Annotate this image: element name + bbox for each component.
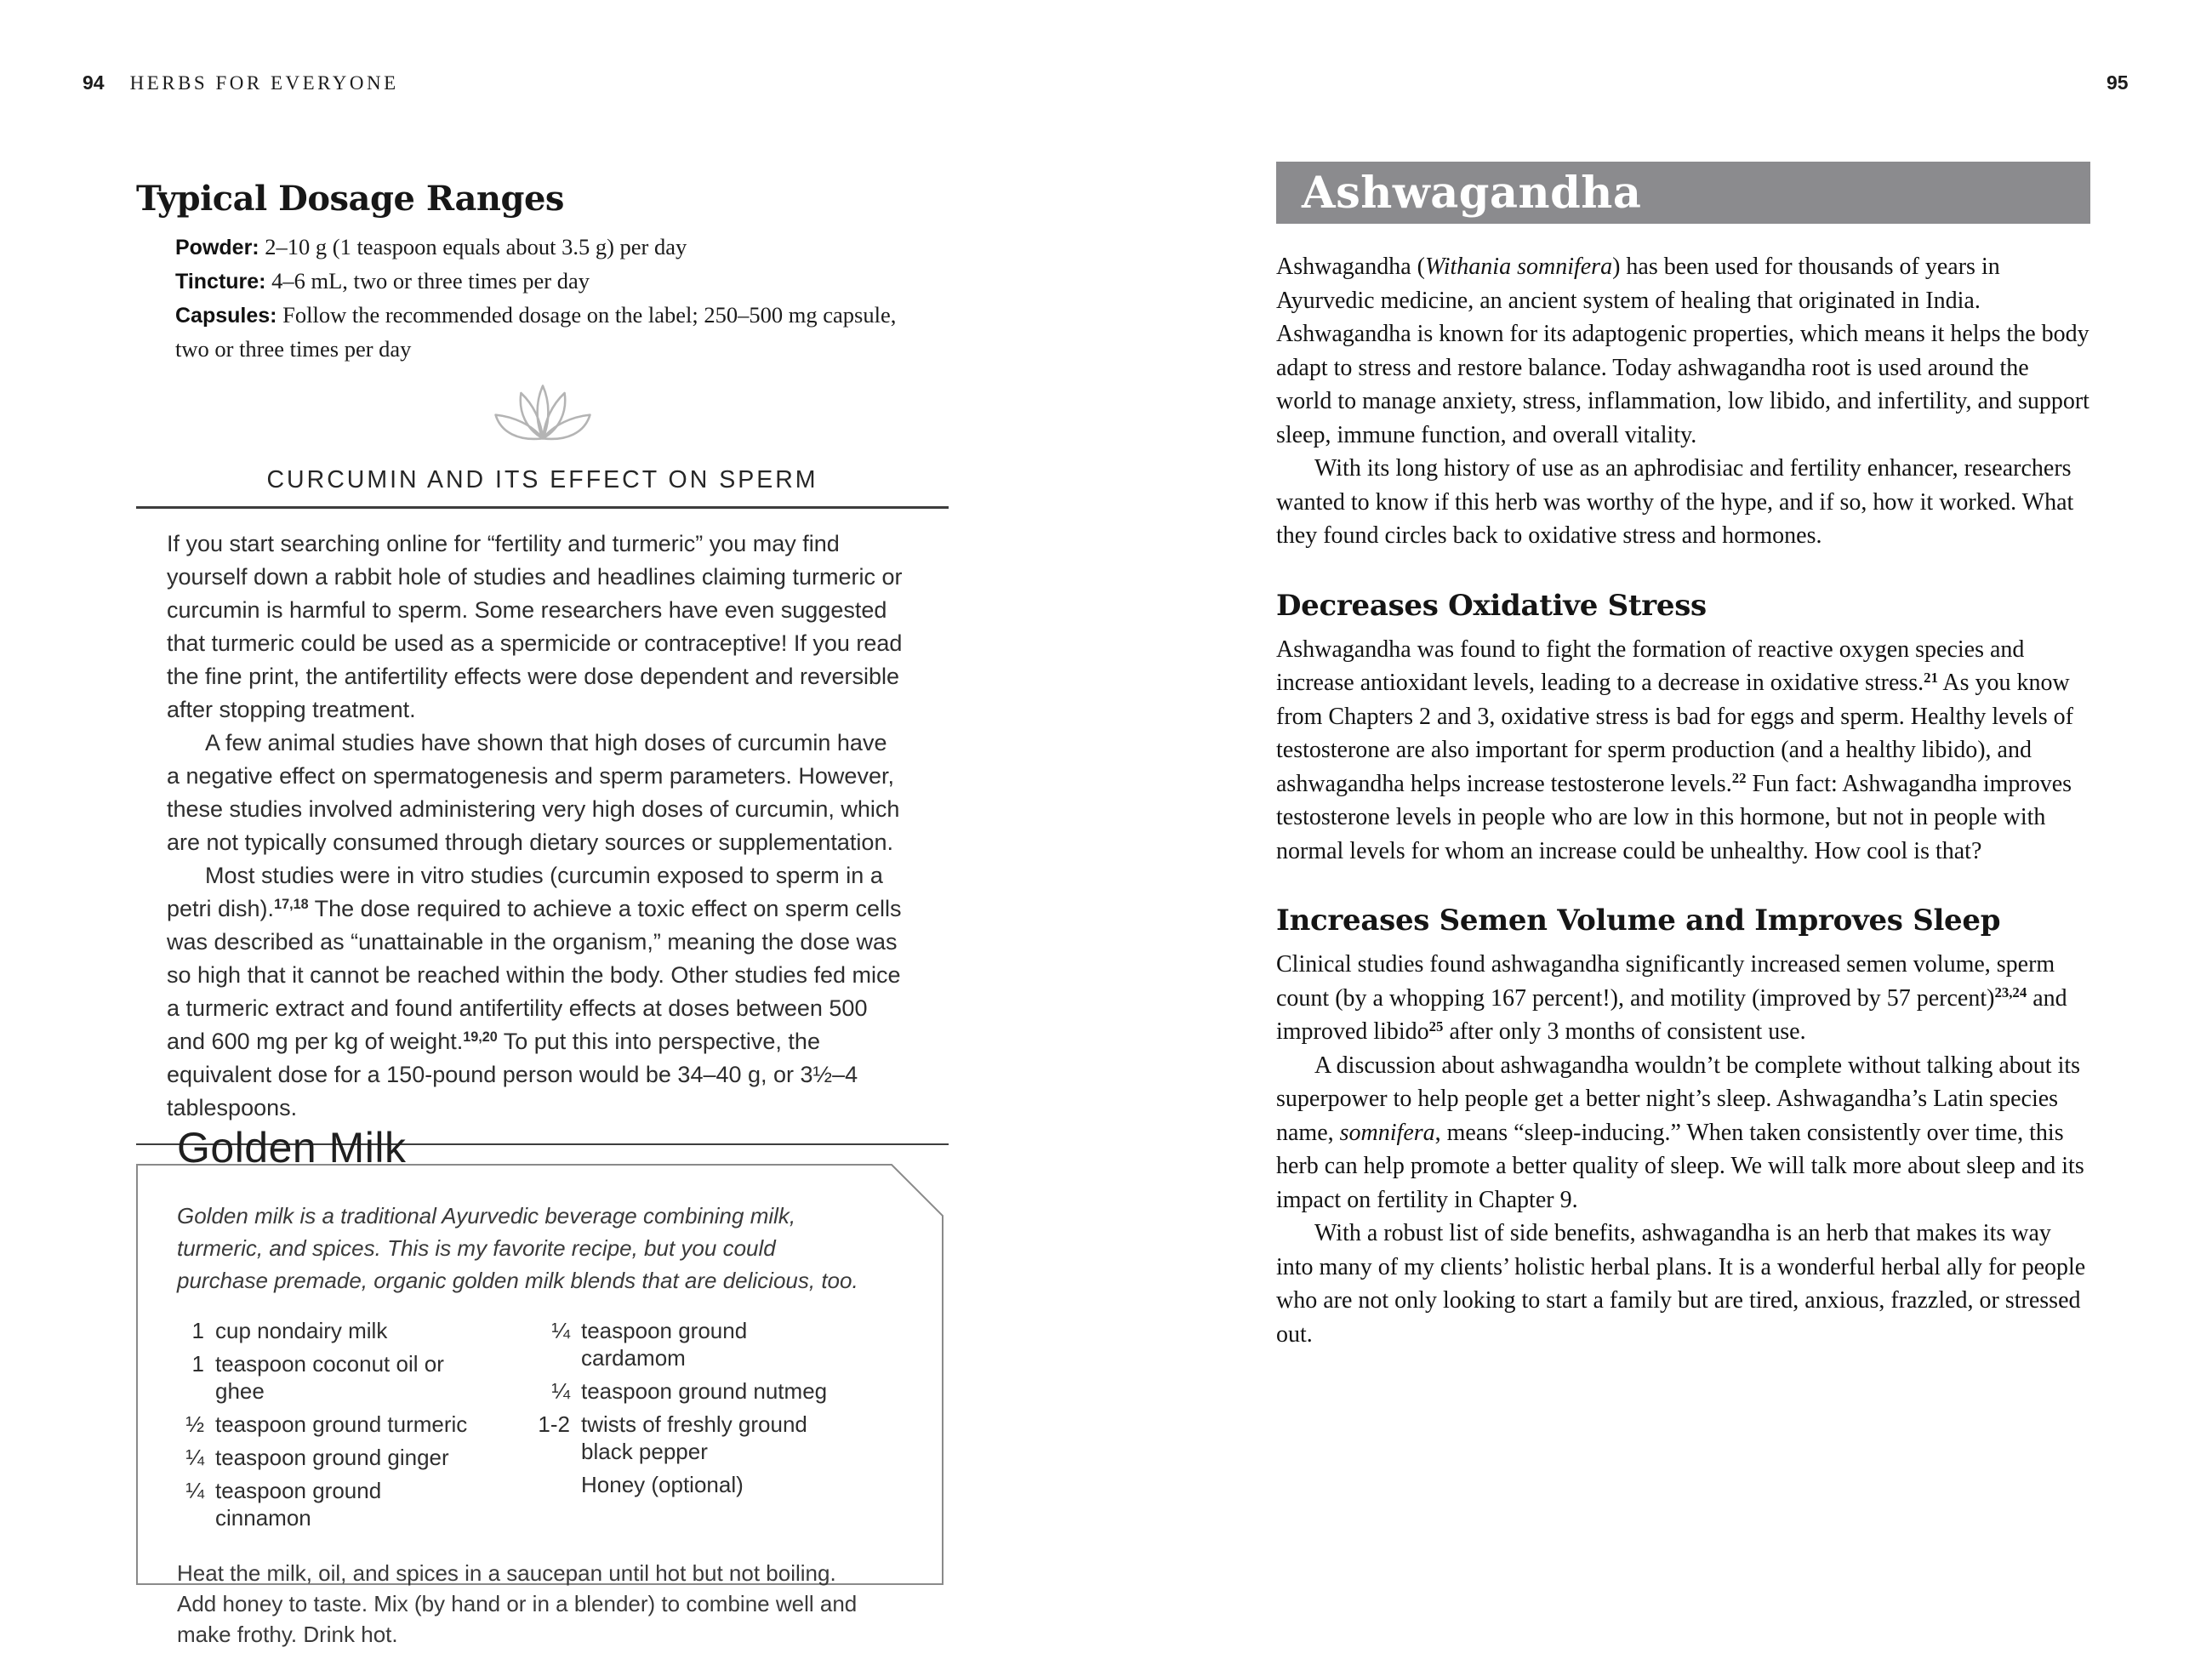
dosage-label: Capsules:	[175, 304, 277, 328]
lotus-icon	[488, 381, 597, 459]
ingredient-row	[533, 1317, 864, 1371]
recipe-box	[136, 1164, 944, 1647]
section-paragraph: Clinical studies found ashwagandha significantly increased semen volume, sperm count (by a whopping 167 percent!), and motility (improved by 57 percent)$^{23,24}$ and improved libido$^{25}$ after only 3 months of consistent use.	[1276, 951, 2067, 1045]
sidebar-paragraph: If you start searching online for “fertility and turmeric” you may find yourself down a rabbit hole of studies and headlines claiming turmeric or curcumin is harmful to sperm. Some researchers have even suggested that turmeric could be used as a spermicide or contraceptive! If you read the fine print, the antifertility effects were dose dependent and reversible after stopping treatment.	[167, 531, 903, 722]
dosage-list	[175, 231, 898, 366]
right-running-header	[2107, 71, 2129, 94]
dosage-item-powder	[175, 231, 898, 265]
ingredient-name: cup nondairy milk	[215, 1318, 388, 1343]
golden-milk-recipe	[136, 1124, 944, 1647]
recipe-intro: Golden milk is a traditional Ayurvedic beverage combining milk, turmeric, and spices. This is my favorite recipe, but you could purchase premade, organic golden milk blends that are delicious, too.	[177, 1203, 858, 1293]
dosage-value: 2–10 g (1 teaspoon equals about 3.5 g) per day	[259, 234, 687, 259]
ingredient-qty	[533, 1471, 570, 1498]
dosage-value: Follow the recommended dosage on the label; 250–500 mg capsule, two or three times per day	[175, 302, 897, 362]
section-paragraph: With a robust list of side benefits, ashwagandha is an herb that makes its way into many of my clients’ holistic herbal plans. It is a wonderful herbal ally for people who are not only looking to start a family but are tired, anxious, frazzled, or stressed out.	[1276, 1220, 2086, 1348]
section-heading: Decreases Oxidative Stress	[1276, 588, 1707, 623]
curcumin-sidebar	[136, 381, 949, 1145]
chapter-title: Ashwagandha	[1302, 167, 1642, 219]
dosage-section	[136, 179, 902, 366]
ingredient-row	[177, 1477, 533, 1531]
section-paragraph: Ashwagandha was found to fight the formation of reactive oxygen species and increase antioxidant levels, leading to a decrease in oxidative stress.$^{21}$ As you know from Chapters 2 and 3, oxidative stress is bad for eggs and sperm. Healthy levels of testosterone are also important for sperm production (and a healthy libido), and ashwagandha helps increase testosterone levels.$^{22}$ Fun fact: Ashwagandha improves testosterone levels in people who are low in this hormone, but not in people with normal levels for whom an increase could be unhealthy. How cool is that?	[1276, 636, 2074, 864]
dosage-label: Powder:	[175, 236, 259, 259]
left-running-header	[83, 71, 399, 94]
ingredient-list	[177, 1317, 864, 1537]
section-heading: Increases Semen Volume and Improves Sleep	[1276, 904, 2001, 938]
ingredient-name: teaspoon ground nutmeg	[581, 1378, 828, 1404]
ingredient-name: teaspoon ground turmeric	[215, 1411, 468, 1437]
ingredient-row	[177, 1411, 533, 1438]
book-title: HERBS FOR EVERYONE	[129, 72, 399, 94]
ingredient-name: teaspoon ground ginger	[215, 1445, 449, 1470]
ingredient-qty: ¼	[551, 1378, 570, 1404]
ingredient-qty: ¼	[551, 1318, 570, 1343]
ingredient-row	[177, 1317, 533, 1344]
ingredient-name: twists of freshly ground black pepper	[581, 1411, 807, 1464]
ingredient-row	[533, 1411, 864, 1465]
dosage-label: Tincture:	[175, 270, 266, 294]
chapter-paragraph: Ashwagandha (Withania somnifera) has been used for thousands of years in Ayurvedic medicine, an ancient system of healing that originated in India. Ashwagandha is known for its adaptogenic properties, which means it helps the body adapt to stress and restore balance. Today ashwagandha root is used around the world to manage anxiety, stress, inflammation, low libido, and infertility, and support sleep, immune function, and overall vitality.	[1276, 254, 2089, 448]
ingredient-row	[177, 1444, 533, 1471]
ingredient-qty: 1-2	[538, 1411, 570, 1437]
dosage-title: Typical Dosage Ranges	[136, 179, 564, 219]
chapter-title-banner	[1276, 162, 2090, 224]
right-page-number: 95	[2107, 71, 2129, 94]
ashwagandha-chapter	[1276, 162, 2090, 1351]
dosage-value: 4–6 mL, two or three times per day	[265, 268, 590, 294]
left-page-number: 94	[83, 71, 105, 94]
sidebar-top-rule	[136, 506, 949, 509]
ingredient-qty: ½	[185, 1411, 204, 1437]
ingredient-qty: ¼	[185, 1445, 204, 1470]
ingredient-qty: ¼	[185, 1478, 204, 1503]
sidebar-title: CURCUMIN AND ITS EFFECT ON SPERM	[266, 466, 818, 493]
ingredient-column-left	[177, 1317, 533, 1537]
ingredient-name: teaspoon coconut oil or ghee	[215, 1351, 444, 1404]
ingredient-qty: 1	[191, 1351, 204, 1377]
sidebar-paragraph: A few animal studies have shown that high doses of curcumin have a negative effect on spermatogenesis and sperm parameters. However, these studies involved administering very high doses of curcumin, which are not typically consumed through dietary sources or supplementation.	[167, 730, 900, 855]
dosage-item-capsules	[175, 299, 898, 366]
ingredient-name: teaspoon ground cinnamon	[215, 1478, 382, 1531]
sidebar-body	[167, 527, 904, 1125]
ingredient-name: Honey (optional)	[581, 1472, 744, 1497]
recipe-title: Golden Milk	[177, 1124, 407, 1172]
ingredient-name: teaspoon ground cardamom	[581, 1318, 748, 1371]
chapter-paragraph: With its long history of use as an aphrodisiac and fertility enhancer, researchers wanted to know if this herb was worthy of the hype, and if so, how it worked. What they found circles back to oxidative stress and hormones.	[1276, 455, 2074, 549]
ingredient-qty: 1	[191, 1318, 204, 1343]
recipe-instructions: Heat the milk, oil, and spices in a saucepan until hot but not boiling. Add honey to taste. Mix (by hand or in a blender) to combine well and make frothy. Drink hot.	[177, 1560, 858, 1647]
ingredient-row	[533, 1377, 864, 1405]
dosage-item-tincture	[175, 265, 898, 299]
section-paragraph: A discussion about ashwagandha wouldn’t be complete without talking about its superpower to help people get a better night’s sleep. Ashwagandha’s Latin species name, somnifera, means “sleep-inducing.” When taken consistently over time, this herb can help promote a better quality of sleep. We will talk more about sleep and its impact on fertility in Chapter 9.	[1276, 1052, 2084, 1213]
ingredient-row	[177, 1350, 533, 1405]
ingredient-row	[533, 1471, 864, 1498]
ingredient-column-right	[533, 1317, 864, 1537]
sidebar-paragraph: Most studies were in vitro studies (curcumin exposed to sperm in a petri dish).$^{17,18}$ The dose required to achieve a toxic effect on sperm cells was described as “unattainable in the organism,” meaning the dose was so high that it cannot be reached within the body. Other studies fed mice a turmeric extract and found antifertility effects at doses between 500 and 600 mg per kg of weight.$^{19,20}$ To put this into perspective, the equivalent dose for a 150-pound person would be 34–40 g, or 3½–4 tablespoons.	[167, 863, 902, 1120]
